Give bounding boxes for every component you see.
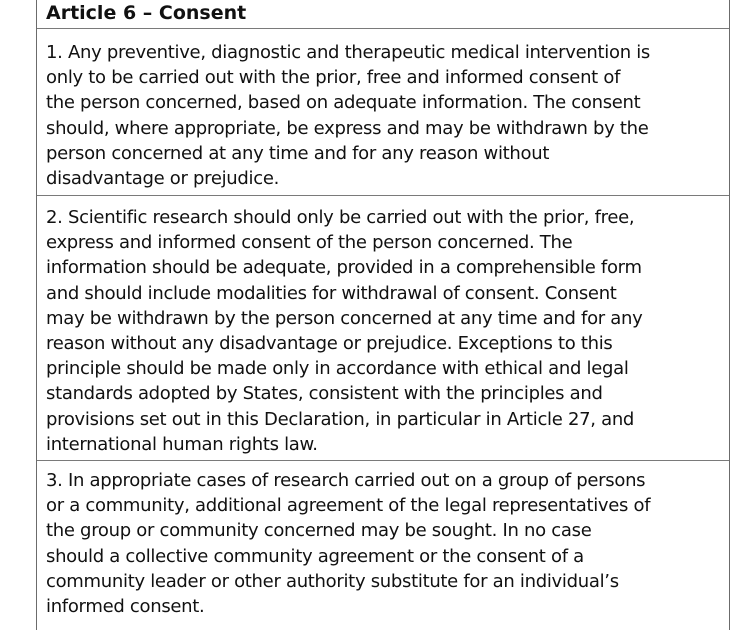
paragraph-line: or a community, additional agreement of the legal representatives of bbox=[46, 495, 651, 517]
paragraph-line: reason without any disadvantage or prejudice. Exceptions to this bbox=[46, 333, 613, 355]
paragraph-line: only to be carried out with the prior, free and informed consent of bbox=[46, 67, 621, 89]
paragraph-line: should a collective community agreement or the consent of a bbox=[46, 545, 584, 567]
paragraph-line: 2. Scientific research should only be carried out with the prior, free, bbox=[46, 207, 635, 228]
paragraph-line: the person concerned, based on adequate information. The consent bbox=[46, 92, 641, 114]
paragraph-line: community leader or other authority substitute for an individual’s bbox=[46, 570, 619, 592]
paragraph-divider bbox=[37, 195, 729, 196]
paragraph-line: express and informed consent of the person concerned. The bbox=[46, 232, 573, 254]
paragraph-line: informed consent. bbox=[46, 596, 205, 618]
paragraph-line: international human rights law. bbox=[46, 433, 318, 455]
paragraph-line: and should include modalities for withdrawal of consent. Consent bbox=[46, 282, 617, 304]
paragraph-line: principle should be made only in accordance with ethical and legal bbox=[46, 358, 629, 380]
paragraph-line: person concerned at any time and for any reason without bbox=[46, 142, 550, 164]
paragraph-line: may be withdrawn by the person concerned at any time and for any bbox=[46, 307, 643, 329]
article-title: Article 6 – Consent bbox=[46, 2, 247, 24]
paragraph-line: disadvantage or prejudice. bbox=[46, 168, 280, 190]
paragraph-line: 3. In appropriate cases of research carried out on a group of persons bbox=[46, 470, 646, 491]
paragraph-line: standards adopted by States, consistent with the principles and bbox=[46, 383, 603, 405]
paragraph-line: information should be adequate, provided in a comprehensible form bbox=[46, 257, 642, 279]
paragraph-divider bbox=[37, 460, 729, 461]
title-divider bbox=[37, 28, 729, 29]
paragraph-line: should, where appropriate, be express and may be withdrawn by the bbox=[46, 117, 649, 139]
paragraph-2 bbox=[46, 205, 736, 457]
paragraph-1 bbox=[46, 40, 736, 191]
paragraph-line: the group or community concerned may be sought. In no case bbox=[46, 520, 592, 542]
paragraph-3 bbox=[46, 468, 736, 619]
paragraph-line: provisions set out in this Declaration, in particular in Article 27, and bbox=[46, 408, 635, 430]
paragraph-line: 1. Any preventive, diagnostic and therapeutic medical intervention is bbox=[46, 42, 651, 63]
